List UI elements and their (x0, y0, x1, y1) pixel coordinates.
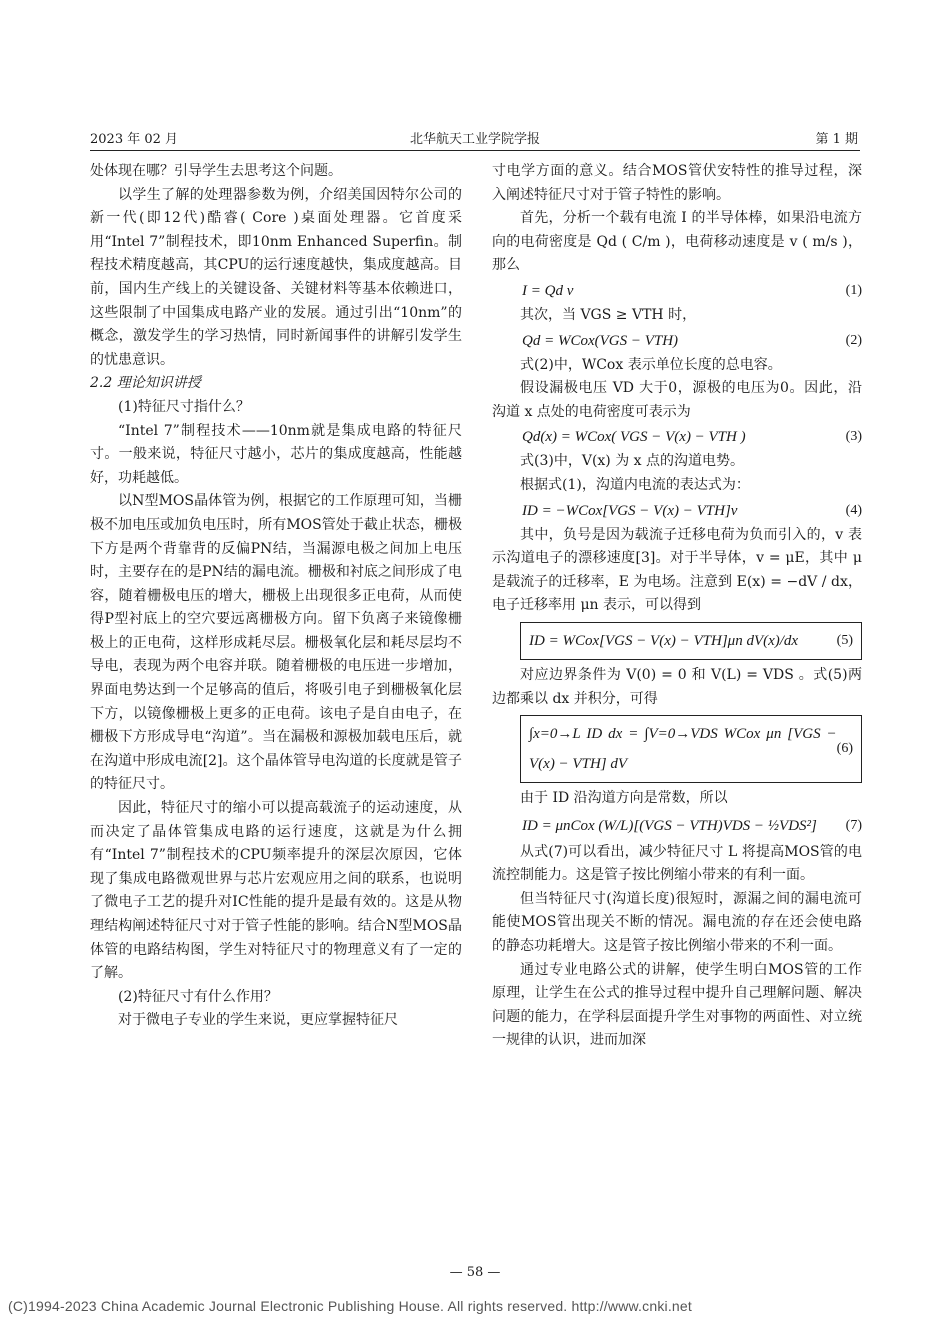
equation-6 (529, 719, 853, 779)
equation-expression: ∫x=0→L ID dx = ∫V=0→VDS WCox μn [VGS − V(x) − VTH] dV (529, 726, 837, 773)
subheading: (1)特征尺寸指什么？ (118, 398, 250, 415)
equation-expression: I = Qd v (522, 282, 574, 299)
equation-4 (492, 498, 862, 524)
equation-expression: Qd(x) = WCox( VGS − V(x) − VTH ) (522, 429, 746, 446)
equation-number: (4) (845, 502, 862, 518)
equation-number: (3) (845, 429, 862, 445)
equation-expression: ID = μnCox (W/L)[(VGS − VTH)VDS − ½VDS²] (522, 817, 817, 834)
equation-number: (2) (845, 332, 862, 348)
equation-1 (492, 278, 862, 304)
journal-title: 北华航天工业学院学报 (409, 132, 540, 147)
equation-2 (492, 328, 862, 354)
paragraph: 因此，特征尺寸的缩小可以提高载流子的运动速度，从而决定了晶体管集成电路的运行速度，这就是为什么拥有“Intel 7”制程技术的CPU频率提升的深层次原因，它体现了集成电路微观世界与芯片宏观应用之间的联系，也说明了微电子工艺的提升对IC性能的提升是最有效的。这是从物理结构阐述特征尺寸对于管子性能的影响。结合N型MOS晶体管的电路结构图，学生对特征尺寸的物理意义有了一定的了解。 (90, 800, 462, 982)
paragraph: 寸电学方面的意义。结合MOS管伏安特性的推导过程，深入阐述特征尺寸对于管子特性的影响。 (492, 163, 862, 203)
section-heading: 2.2 理论知识讲授 (90, 375, 201, 392)
paragraph: 由于 ID 沿沟道方向是常数，所以 (520, 790, 728, 807)
paragraph: 对于微电子专业的学生来说，更应掌握特征尺 (118, 1012, 398, 1029)
boxed-equation-5 (520, 622, 862, 660)
issue-number: 第 1 期 (815, 132, 858, 147)
paragraph: 通过专业电路公式的讲解，使学生明白MOS管的工作原理，让学生在公式的推导过程中提升自己理解问题、解决问题的能力，在学科层面提升学生对事物的两面性、对立统一规律的认识，进而加深 (492, 961, 862, 1049)
right-column (492, 160, 862, 1053)
equation-5 (529, 626, 853, 656)
paragraph: 首先，分析一个载有电流 I 的半导体棒，如果沿电流方向的电荷密度是 Qd ( C/m )，电荷移动速度是 v ( m/s )，那么 (492, 210, 862, 274)
paragraph: 其中，负号是因为载流子迁移电荷为负而引入的，v 表示沟道电子的漂移速度[3]。对于半导体，v = μE，其中 μ 是载流子的迁移率，E 为电场。注意到 E(x) = −dV / dx，电子迁移率用 μn 表示，可以得到 (492, 526, 862, 614)
header-date: 2023 年 02 月 (90, 132, 179, 147)
paragraph: 其次，当 VGS ≥ VTH 时， (520, 306, 697, 323)
paragraph: 处体现在哪？引导学生去思考这个问题。 (90, 163, 342, 179)
equation-expression: ID = −WCox[VGS − V(x) − VTH]v (522, 502, 738, 519)
equation-7 (492, 811, 862, 841)
copyright-notice: (C)1994-2023 China Academic Journal Electronic Publishing House. All rights reserved. http://www.cnki.net (8, 1298, 692, 1314)
paragraph: 根据式(1)，沟道内电流的表达式为： (520, 476, 750, 493)
left-column (90, 160, 462, 1033)
paragraph: 以N型MOS晶体管为例，根据它的工作原理可知，当栅极不加电压或加负电压时，所有MOS管处于截止状态，栅极下方是两个背靠背的反偏PN结，当漏源电极之间加上电压时，主要存在的是PN结的漏电流。栅极和衬底之间形成了电容，随着栅极电压的增大，栅极上出现很多正电荷，从而使得P型衬底上的空穴要远离栅极方向。留下负离子来镜像栅极上的正电荷，这样形成耗尽层。栅极氧化层和耗尽层均不导电，表现为两个电容并联。随着栅极的电压进一步增加，界面电势达到一个足够高的值后，将吸引电子到栅极氧化层下方，以镜像栅极上更多的正电荷。该电子是自由电子，在栅极下方形成导电“沟道”。当在漏极和源极加载电压后，就在沟道中形成电流[2]。这个晶体管导电沟道的长度就是管子的特征尺寸。 (90, 493, 462, 793)
subheading: (2)特征尺寸有什么作用？ (118, 988, 278, 1005)
boxed-equation-6 (520, 715, 862, 783)
paragraph: 但当特征尺寸(沟道长度)很短时，源漏之间的漏电流可能使MOS管出现关不断的情况。漏电流的存在还会使电路的静态功耗增大。这是管子按比例缩小带来的不利一面。 (492, 890, 862, 955)
equation-expression: Qd = WCox(VGS − VTH) (522, 332, 679, 349)
equation-number: (7) (845, 817, 862, 833)
paragraph: 从式(7)可以看出，减少特征尺寸 L 将提高MOS管的电流控制能力。这是管子按比例缩小带来的有利一面。 (492, 843, 862, 884)
paragraph: 式(2)中，WCox 表示单位长度的总电容。 (520, 356, 782, 373)
paragraph: 式(3)中，V(x) 为 x 点的沟道电势。 (520, 453, 745, 470)
equation-number: (5) (836, 632, 853, 648)
paragraph: 假设漏极电压 VD 大于0，源极的电压为0。因此，沿沟道 x 点处的电荷密度可表示为 (492, 380, 862, 420)
paragraph: 对应边界条件为 V(0) = 0 和 V(L) = VDS 。式(5)两边都乘以 dx 并积分，可得 (492, 666, 862, 707)
header-rule (90, 150, 860, 151)
page-number: — 58 — (449, 1265, 501, 1280)
equation-number: (6) (836, 741, 853, 757)
paragraph: 以学生了解的处理器参数为例，介绍美国因特尔公司的新一代(即12代)酷睿( Core )桌面处理器。它首度采用“Intel 7”制程技术，即10nm Enhanced Superfin。制程技术精度越高，其CPU的运行速度越快，集成度越高。目前，国内生产线上的关键设备、关键材料等基本依赖进口，这些限制了中国集成电路产业的发展。通过引出“10nm”的概念，激发学生的学习热情，同时新闻事件的讲解引发学生的忧患意识。 (90, 186, 462, 368)
paragraph: “Intel 7”制程技术——10nm就是集成电路的特征尺寸。一般来说，特征尺寸越小，芯片的集成度越高，性能越好，功耗越低。 (90, 422, 462, 486)
equation-number: (1) (845, 282, 862, 298)
equation-expression: ID = WCox[VGS − V(x) − VTH]μn dV(x)/dx (529, 632, 799, 649)
equation-3 (492, 424, 862, 450)
